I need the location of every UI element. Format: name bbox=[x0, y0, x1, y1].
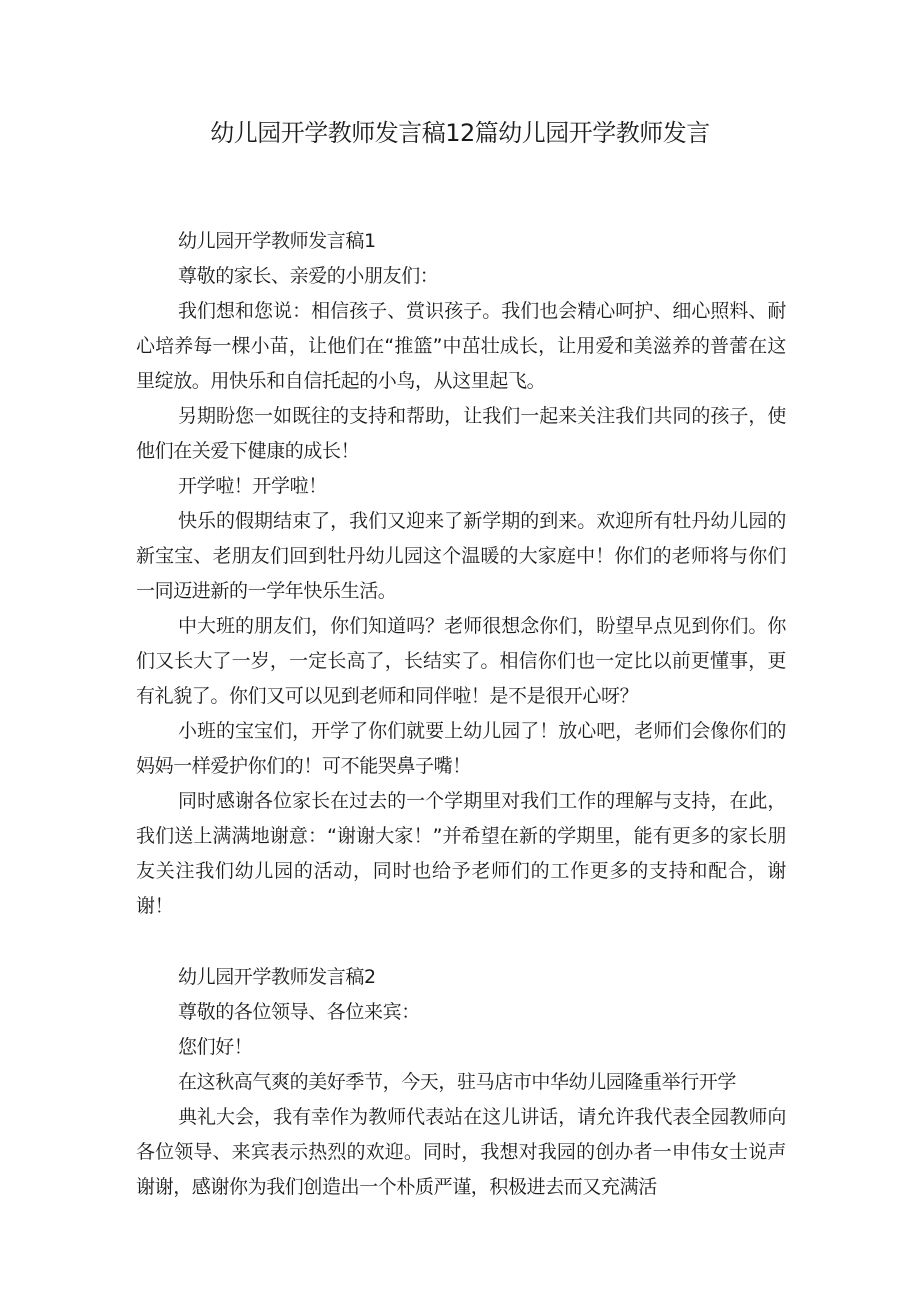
paragraph: 开学啦！开学啦！ bbox=[178, 475, 327, 497]
section-heading: 幼儿园开学教师发言稿1 bbox=[178, 230, 376, 252]
section-gap bbox=[136, 924, 786, 960]
paragraph: 我们想和您说：相信孩子、赏识孩子。我们也会精心呵护、细心照料、耐心培养每一棵小苗，让他们在“推篮”中茁壮成长，让用爱和美滋养的普蕾在这里绽放。用快乐和自信托起的小鸟，从这里起飞。 bbox=[136, 300, 786, 392]
section-heading: 幼儿园开学教师发言稿2 bbox=[178, 966, 376, 988]
section-1 bbox=[136, 224, 786, 924]
paragraph: 您们好！ bbox=[178, 1036, 253, 1058]
paragraph: 另期盼您一如既往的支持和帮助，让我们一起来关注我们共同的孩子，使他们在关爱下健康的成长！ bbox=[136, 405, 786, 462]
paragraph: 尊敬的各位领导、各位来宾： bbox=[178, 1001, 420, 1023]
paragraph: 在这秋高气爽的美好季节，今天，驻马店市中华幼儿园隆重举行开学 bbox=[178, 1071, 737, 1093]
document-title: 幼儿园开学教师发言稿12篇幼儿园开学教师发言 bbox=[210, 119, 710, 147]
document-body bbox=[136, 224, 786, 1205]
paragraph: 快乐的假期结束了，我们又迎来了新学期的到来。欢迎所有牡丹幼儿园的新宝宝、老朋友们回到牡丹幼儿园这个温暖的大家庭中！你们的老师将与你们一同迈进新的一学年快乐生活。 bbox=[136, 510, 786, 602]
paragraph: 同时感谢各位家长在过去的一个学期里对我们工作的理解与支持，在此，我们送上满满地谢意：“谢谢大家！”并希望在新的学期里，能有更多的家长朋友关注我们幼儿园的活动，同时也给予老师们的工作更多的支持和配合，谢谢！ bbox=[136, 790, 786, 917]
paragraph: 中大班的朋友们，你们知道吗？老师很想念你们，盼望早点见到你们。你们又长大了一岁，一定长高了，长结实了。相信你们也一定比以前更懂事，更有礼貌了。你们又可以见到老师和同伴啦！是不是很开心呀？ bbox=[136, 615, 786, 707]
section-2 bbox=[136, 960, 786, 1205]
paragraph: 典礼大会，我有幸作为教师代表站在这儿讲话，请允许我代表全园教师向各位领导、来宾表示热烈的欢迎。同时，我想对我园的创办者一申伟女士说声谢谢，感谢你为我们创造出一个朴质严谨，积极进去而又充满活 bbox=[136, 1106, 786, 1198]
paragraph: 尊敬的家长、亲爱的小朋友们： bbox=[178, 265, 439, 287]
paragraph: 小班的宝宝们，开学了你们就要上幼儿园了！放心吧，老师们会像你们的妈妈一样爱护你们的！可不能哭鼻子嘴！ bbox=[136, 720, 786, 777]
